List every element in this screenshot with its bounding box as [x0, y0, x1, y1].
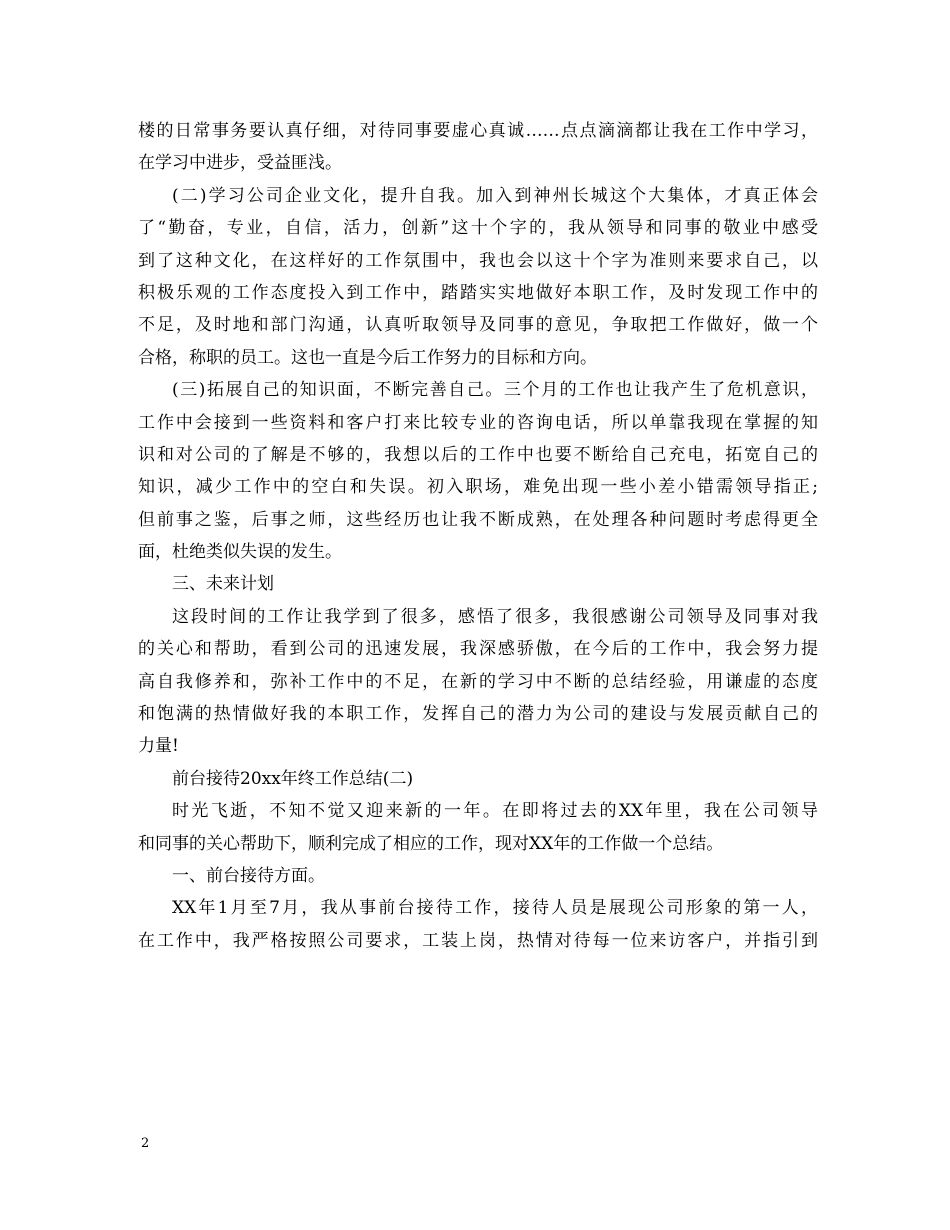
- body-text: [138, 115, 818, 957]
- text-line: 了“勤奋，专业，自信，活力，创新”这十个字的，我从领导和同事的敬业中感受: [138, 218, 818, 239]
- text-line: 知识，减少工作中的空白和失误。初入职场，难免出现一些小差小错需领导指正;: [138, 477, 818, 498]
- text-line: 一、前台接待方面。: [172, 865, 325, 886]
- text-line: 工作中会接到一些资料和客户打来比较专业的咨询电话，所以单靠我现在掌握的知: [138, 412, 818, 433]
- page-number: 2: [141, 1136, 150, 1151]
- text-line: 积极乐观的工作态度投入到工作中，踏踏实实地做好本职工作，及时发现工作中的: [138, 282, 818, 303]
- text-line: 前台接待20xx年终工作总结(二): [172, 768, 414, 789]
- text-line: 但前事之鉴，后事之师，这些经历也让我不断成熟，在处理各种问题时考虑得更全: [138, 509, 818, 530]
- text-line: 和同事的关心帮助下，顺利完成了相应的工作，现对XX年的工作做一个总结。: [138, 833, 724, 854]
- text-line: 三、未来计划: [172, 574, 274, 595]
- text-line: 时光飞逝，不知不觉又迎来新的一年。在即将过去的XX年里，我在公司领导: [172, 801, 818, 822]
- text-line: 到了这种文化，在这样好的工作氛围中，我也会以这十个字为准则来要求自己，以: [138, 250, 818, 271]
- text-line: 力量!: [138, 736, 179, 757]
- text-line: XX年1月至7月，我从事前台接待工作，接待人员是展现公司形象的第一人，: [172, 898, 818, 919]
- text-line: 在学习中进步，受益匪浅。: [138, 153, 342, 174]
- text-line: 这段时间的工作让我学到了很多，感悟了很多，我很感谢公司领导及同事对我: [172, 606, 818, 627]
- text-line: 识和对公司的了解是不够的，我想以后的工作中也要不断给自己充电，拓宽自己的: [138, 444, 818, 465]
- text-line: 面，杜绝类似失误的发生。: [138, 542, 342, 563]
- text-line: (二)学习公司企业文化，提升自我。加入到神州长城这个大集体，才真正体会: [172, 185, 818, 206]
- text-line: (三)拓展自己的知识面，不断完善自己。三个月的工作也让我产生了危机意识，: [172, 380, 818, 401]
- text-line: 在工作中，我严格按照公司要求，工装上岗，热情对待每一位来访客户，并指引到: [138, 930, 818, 951]
- text-line: 和饱满的热情做好我的本职工作，发挥自己的潜力为公司的建设与发展贡献自己的: [138, 704, 818, 725]
- text-line: 楼的日常事务要认真仔细，对待同事要虚心真诚……点点滴滴都让我在工作中学习，: [138, 121, 818, 141]
- text-line: 高自我修养和，弥补工作中的不足，在新的学习中不断的总结经验，用谦虚的态度: [138, 671, 818, 692]
- text-line: 合格，称职的员工。这也一直是今后工作努力的目标和方向。: [138, 347, 597, 368]
- text-line: 的关心和帮助，看到公司的迅速发展，我深感骄傲，在今后的工作中，我会努力提: [138, 639, 818, 660]
- text-line: 不足，及时地和部门沟通，认真听取领导及同事的意见，争取把工作做好，做一个: [138, 315, 818, 336]
